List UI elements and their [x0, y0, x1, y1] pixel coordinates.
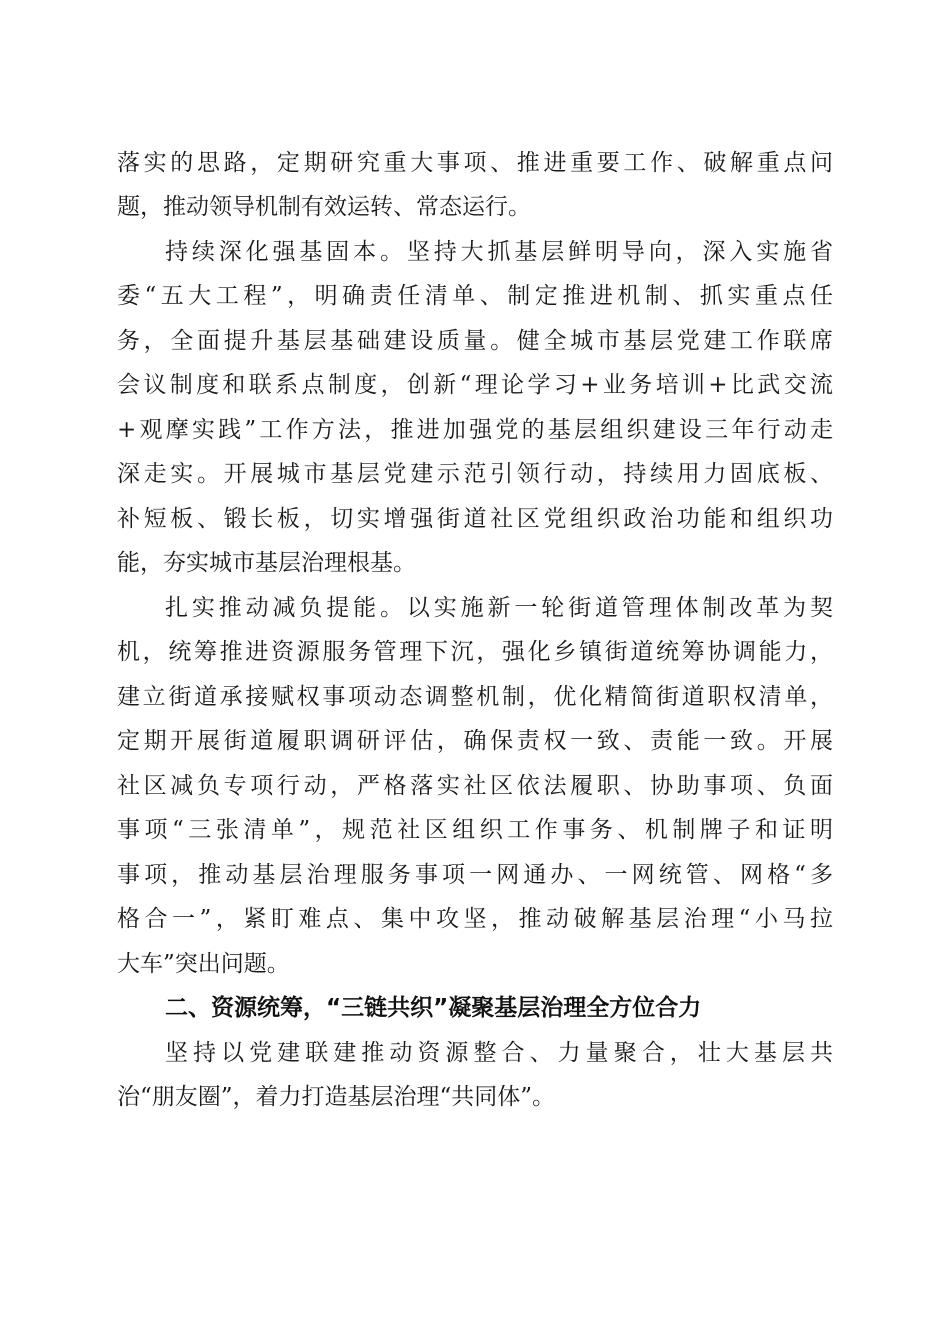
- paragraph-line: 会议制度和联系点制度，创新“理论学习+业务培训+比武交流: [117, 372, 833, 398]
- paragraph-line: 事项，推动基层治理服务事项一网通办、一网统管、网格“多: [117, 862, 833, 888]
- paragraph-line: 委“五大工程”，明确责任清单、制定推进机制、抓实重点任: [117, 283, 833, 309]
- paragraph-line: 坚持以党建联建推动资源整合、力量聚合，壮大基层共: [165, 1040, 833, 1066]
- paragraph-line: 补短板、锻长板，切实增强街道社区党组织政治功能和组织功: [117, 506, 833, 532]
- paragraph-line: 扎实推动减负提能。以实施新一轮街道管理体制改革为契: [165, 595, 833, 621]
- paragraph-line: 深走实。开展城市基层党建示范引领行动，持续用力固底板、: [117, 461, 833, 487]
- paragraph-line: 能，夯实城市基层治理根基。: [117, 550, 416, 576]
- paragraph-line: 格合一”，紧盯难点、集中攻坚，推动破解基层治理“小马拉: [117, 906, 833, 932]
- paragraph-line: 持续深化强基固本。坚持大抓基层鲜明导向，深入实施省: [165, 239, 833, 265]
- paragraph-line: 题，推动领导机制有效运转、常态运行。: [117, 194, 531, 220]
- paragraph-line: 落实的思路，定期研究重大事项、推进重要工作、破解重点问: [117, 150, 833, 176]
- paragraph-line: 机，统筹推进资源服务管理下沉，强化乡镇街道统筹协调能力，: [117, 639, 833, 665]
- paragraph-line: 治“朋友圈”，着力打造基层治理“共同体”。: [117, 1084, 556, 1110]
- paragraph-line: 务，全面提升基层基础建设质量。健全城市基层党建工作联席: [117, 328, 833, 354]
- paragraph-line: 社区减负专项行动，严格落实社区依法履职、协助事项、负面: [117, 773, 833, 799]
- paragraph-line: 建立街道承接赋权事项动态调整机制，优化精简街道职权清单，: [117, 684, 833, 710]
- paragraph-line: 事项“三张清单”，规范社区组织工作事务、机制牌子和证明: [117, 817, 833, 843]
- paragraph-line: 定期开展街道履职调研评估，确保责权一致、责能一致。开展: [117, 728, 833, 754]
- section-heading: 二、资源统筹，“三链共织”凝聚基层治理全方位合力: [165, 995, 702, 1021]
- paragraph-line: +观摩实践”工作方法，推进加强党的基层组织建设三年行动走: [117, 417, 833, 443]
- paragraph-line: 大车”突出问题。: [117, 951, 290, 977]
